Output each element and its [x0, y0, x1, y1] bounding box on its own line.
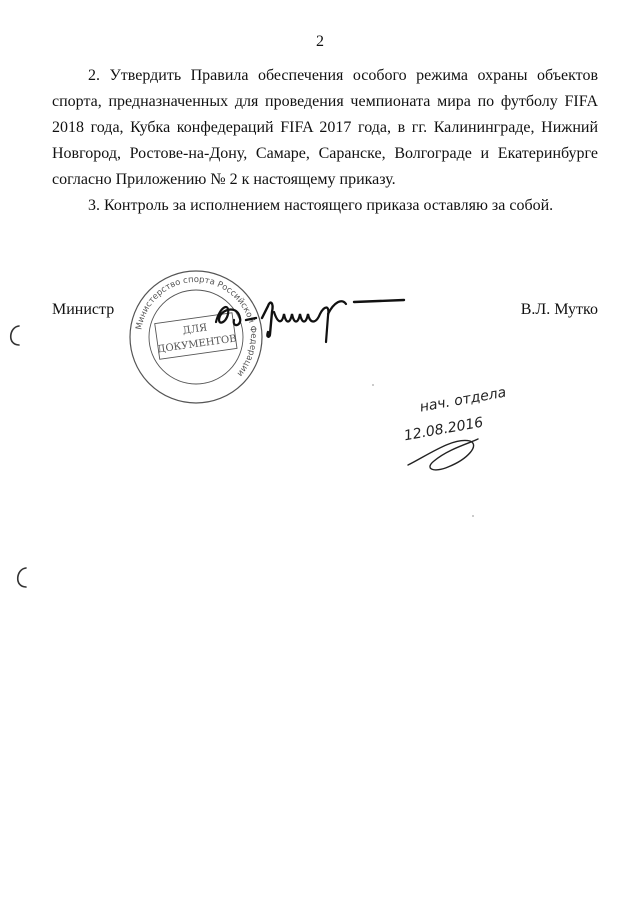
margin-bracket-mark: [5, 323, 25, 349]
stamp-center-line-2: ДОКУМЕНТОВ: [156, 333, 238, 356]
scan-speck: [472, 515, 474, 517]
signer-title: Министр: [52, 301, 115, 318]
paragraph-item-3-text: 3. Контроль за исполнением настоящего приказа оставляю за собой.: [88, 197, 554, 214]
signer-name: В.Л. Мутко: [520, 301, 598, 318]
handwritten-approval-note: [398, 385, 533, 480]
stamp-ring-text: Министерство спорта Российской Федерации: [134, 274, 259, 379]
margin-bracket-mark: [12, 565, 32, 591]
minister-signature: [208, 284, 413, 344]
handwritten-note-line-1: нач. отдела: [418, 385, 508, 416]
paragraph-item-2: [52, 63, 598, 193]
paragraph-item-2-text: 2. Утвердить Правила обеспечения особого режима охраны объектов спорта, предназначенных для проведения чемпионата мира по футболу FIFA 2018 года, Кубка конфедераций FIFA 2017 года, в гг. Калининграде, Нижний Новгород, Ростове-на-Дону, Самаре, Саранске, Волгограде и Екатеринбурге согласно Приложению № 2 к настоящему приказу.: [52, 67, 598, 188]
scan-speck: [372, 384, 374, 386]
page-number: 2: [316, 33, 324, 50]
handwritten-note-line-2: 12.08.2016: [402, 414, 485, 445]
stamp-center-line-1: ДЛЯ: [182, 322, 208, 337]
paragraph-item-3: [52, 193, 598, 219]
